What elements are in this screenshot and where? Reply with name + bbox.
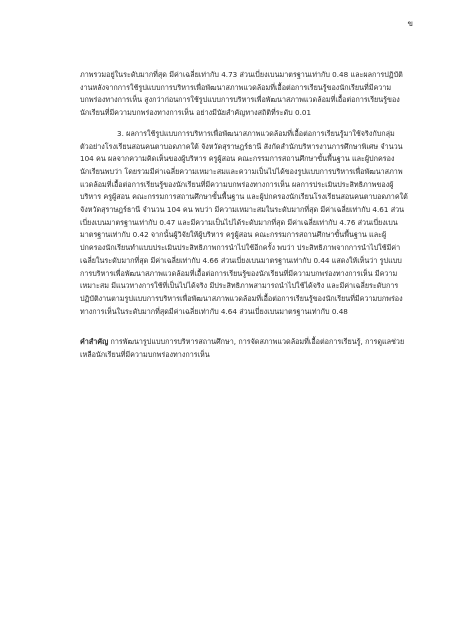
keywords-label: คำสำคัญ	[80, 337, 109, 347]
page-number: ข	[407, 19, 413, 28]
paragraph-results-summary: ภาพรวมอยู่ในระดับมากที่สุด มีค่าเฉลี่ยเท่ากับ 4.73 ส่วนเบี่ยงเบนมาตรฐานเท่ากับ 0.48 และผลการปฏิบัติงานหลังจากการใช้รูปแบบการบริหารเพื่อพัฒนาสภาพแวดล้อมที่เอื้อต่อการเรียนรู้ของนักเรียนที่มีความบกพร่องทางการเห็น สูงกว่าก่อนการใช้รูปแบบการบริหารเพื่อพัฒนาสภาพแวดล้อมที่เอื้อต่อการเรียนรู้ของนักเรียนที่มีความบกพร่องทางการเห็น อย่างมีนัยสำคัญทางสถิติที่ระดับ 0.01	[80, 70, 403, 118]
keywords-text: การพัฒนารูปแบบการบริหารสถานศึกษา, การจัดสภาพแวดล้อมที่เอื้อต่อการเรียนรู้, การดูแลช่วยเหลือนักเรียนที่มีความบกพร่องทางการเห็น	[80, 337, 405, 360]
paragraph-results-implementation: 3. ผลการใช้รูปแบบการบริหารเพื่อพัฒนาสภาพแวดล้อมที่เอื้อต่อการเรียนรู้มาใช้จริงกับกลุ่มตัวอย่างโรงเรียนสอนคนตาบอดภาคใต้ จังหวัดสุราษฎร์ธานี สังกัดสำนักบริหารงานการศึกษาพิเศษ จำนวน 104 คน ผลจากความคิดเห็นของผู้บริหาร ครูผู้สอน คณะกรรมการสถานศึกษาขั้นพื้นฐาน และผู้ปกครองนักเรียนพบว่า โดยรวมมีค่าเฉลี่ยความเหมาะสมและความเป็นไปได้ของรูปแบบการบริหารเพื่อพัฒนาสภาพแวดล้อมที่เอื้อต่อการเรียนรู้ของนักเรียนที่มีความบกพร่องทางการเห็น ผลการประเมินประสิทธิภาพของผู้บริหาร ครูผู้สอน คณะกรรมการสถานศึกษาขั้นพื้นฐาน และผู้ปกครองนักเรียนโรงเรียนสอนคนตาบอดภาคใต้ จังหวัดสุราษฎร์ธานี จำนวน 104 คน พบว่า มีความเหมาะสมในระดับมากที่สุด มีค่าเฉลี่ยเท่ากับ 4.61 ส่วนเบี่ยงเบนมาตรฐานเท่ากับ 0.47 และมีความเป็นไปได้ระดับมากที่สุด มีค่าเฉลี่ยเท่ากับ 4.76 ส่วนเบี่ยงเบนมาตรฐานเท่ากับ 0.42 จากนั้นผู้วิจัยให้ผู้บริหาร ครูผู้สอน คณะกรรมการสถานศึกษาขั้นพื้นฐาน และผู้ปกครองนักเรียนทำแบบประเมินประสิทธิภาพการนำไปใช้อีกครั้ง พบว่า ประสิทธิภาพจากการนำไปใช้มีค่าเฉลี่ยในระดับมากที่สุด มีค่าเฉลี่ยเท่ากับ 4.66 ส่วนเบี่ยงเบนมาตรฐานเท่ากับ 0.44 แสดงให้เห็นว่า รูปแบบการบริหารเพื่อพัฒนาสภาพแวดล้อมที่เอื้อต่อการเรียนรู้ของนักเรียนที่มีความบกพร่องทางการเห็น มีความเหมาะสม มีแนวทางการใช้ที่เป็นไปได้จริง มีประสิทธิภาพสามารถนำไปใช้ได้จริง และมีค่าเฉลี่ยระดับการปฏิบัติงานตามรูปแบบการบริหารเพื่อพัฒนาสภาพแวดล้อมที่เอื้อต่อการเรียนรู้ของนักเรียนที่มีความบกพร่องทางการเห็นในระดับมากที่สุดมีค่าเฉลี่ยเท่ากับ 4.64 ส่วนเบี่ยงเบนมาตรฐานเท่ากับ 0.48	[80, 128, 408, 316]
abstract-body	[80, 69, 411, 362]
keywords-section	[80, 336, 411, 361]
